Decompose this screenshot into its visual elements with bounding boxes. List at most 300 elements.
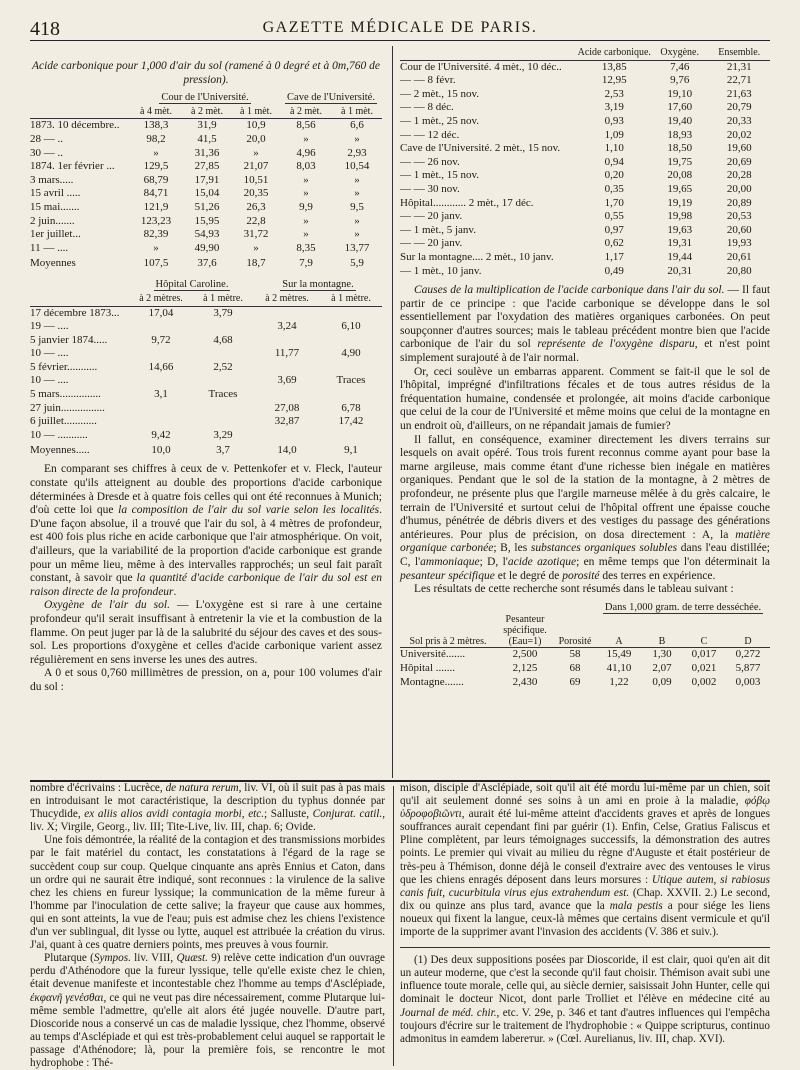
table1-cell: 84,71 [143, 187, 169, 200]
table1-cell: 31,72 [243, 228, 269, 241]
table1-cell: 15 avril ..... [30, 187, 81, 200]
table3-cell: — — 20 janv. [400, 237, 463, 250]
table3-cell: — — 26 nov. [400, 155, 460, 168]
text-run: (Chap. XXVII. 2.) Le second, dix ou quinze ans plus tard, avance que la [400, 886, 771, 912]
table2-cell: 19 — .... [30, 320, 69, 333]
table2-row [30, 429, 382, 443]
table4-cell: 15,49 [606, 648, 632, 661]
table1-cell: 20,35 [243, 187, 269, 200]
table1-cell: 129,5 [143, 160, 169, 173]
text-run: ; Salluste, [264, 808, 313, 821]
text-run: Utique autem, si rabiosus canis fuit, cucurbitula virus ejus extrahendum est. [400, 873, 770, 899]
table1-cell: » [153, 146, 159, 159]
table3-cell: 9,76 [670, 74, 690, 87]
table4-cell: 0,021 [691, 661, 717, 674]
text-run: acide azotique [507, 555, 577, 568]
table2-row [30, 415, 382, 429]
table1-cell: 68,79 [143, 173, 169, 186]
table3-cell: 17,60 [667, 101, 693, 114]
text-run: la quantité d'acide carbonique de l'air du sol est en raison directe de la profondeur [30, 572, 382, 598]
table1-cell: 28 — .. [30, 132, 63, 145]
table4-head-cell: B [642, 614, 682, 648]
table1-cell: 41,5 [197, 132, 217, 145]
table2-cell: 9,72 [151, 333, 171, 346]
text-run: mala pestis [609, 899, 663, 912]
text-run: . D'une façon absolue, il a trouvé que l'air du sol, à 4 mètres de profondeur, est 400 fois plus riche en acide carbonique que l'air atmosphérique. On voit, d'ailleurs, que la variabilité de la proportion d'acide carbonique est grande pour un même lieu, même à des intervalles rapprochés; un seul fait paraît constant, à savoir que [30, 504, 382, 585]
table3-cell: 2,53 [604, 87, 624, 100]
table3-cell: 20,61 [726, 250, 752, 263]
table1-cell: » [354, 228, 360, 241]
table4-head-cell: Sol pris à 2 mètres. [400, 614, 496, 648]
table4-row [400, 648, 770, 662]
table2-cell [192, 320, 254, 334]
table4-row [400, 662, 770, 676]
table3-cell: 0,94 [604, 155, 624, 168]
table3-cell: 19,40 [667, 114, 693, 127]
table3-cell: 18,93 [667, 128, 693, 141]
text-run: 9) relève cette indication d'un ouvrage perdu d'Athénodore que la fureur lyssique, telle qu'elle existe chez le chien, était devenue manifeste et incontestable chez l'homme au temps d'Asclépiade, [30, 952, 386, 991]
text-run: mison, disciple d'Asclépiade, soit qu'il ait été mordu lui-même par un chien, soit qu'il ait seulement donné ses soins à un ami en proie à la maladie, [400, 782, 770, 808]
table3-cell: 21,63 [726, 87, 752, 100]
table1-row [30, 160, 382, 174]
table1-cell: » [303, 187, 309, 200]
text-run: . [173, 585, 177, 598]
table2-subhead-cell: à 2 mètres. [130, 292, 192, 306]
table2-cell [254, 306, 320, 320]
text-run: , et n'est point simplement surajouté à de l'air normal. [400, 338, 770, 365]
table2-cell [320, 388, 382, 402]
table3-head-cell: Ensemble. [708, 46, 770, 60]
text-run: En comparant ses chiffres à ceux de v. Pettenkofer et v. Fleck, l'auteur constate qu'ils atteignent au double des proportions d'acide carbonique déterminées à Dresde et à quatre fois celles qui ont été reconnues à Munich; d'où cette loi que [30, 463, 382, 517]
table2-row [30, 361, 382, 375]
table3-cell: Sur la montagne.... 2 mèt., 10 janv. [400, 250, 554, 263]
table4-head-cell: Porosité [554, 614, 596, 648]
text-run: — Il faut partir de ce principe : que l'acide carbonique se développe dans le sol essentiellement par l'oxydation des matières organiques carbonées. On peut soupçonner d'autres sources; mais le tableau précédent montre bien que l'acide carbonique de l'air du sol [400, 284, 771, 351]
table4-cell: 58 [569, 648, 581, 661]
table1-cell: » [354, 132, 360, 145]
text-run: Plutarque ( [44, 952, 94, 965]
table4-cell: 1,22 [609, 675, 629, 688]
table1-cell: 123,23 [140, 214, 172, 227]
table2-cell: 5 mars............... [30, 388, 101, 401]
table1-row [30, 133, 382, 147]
table3-cell: 19,44 [667, 250, 693, 263]
text-run: nombre d'écrivains : Lucrèce, [30, 782, 166, 794]
table1-cell: 3 mars..... [30, 173, 74, 186]
table1-cell: 8,35 [296, 241, 316, 254]
text-run: des terres en expérience. [599, 569, 716, 582]
table1-cell: 6,6 [350, 119, 364, 132]
table1-row [30, 255, 382, 270]
table4-cell: 41,10 [606, 661, 632, 674]
table3-head-cell [400, 46, 578, 60]
group-cour: Cour de l'Université. [161, 92, 249, 104]
table2-row [30, 347, 382, 361]
table2-subhead-cell: à 2 mètres. [254, 292, 320, 306]
table3-cell: 20,08 [667, 169, 693, 182]
table3-cell: 18,50 [667, 142, 693, 155]
table1-cell: 22,8 [246, 214, 266, 227]
paragraph-plutarque [30, 952, 385, 1070]
table2-row [30, 334, 382, 348]
table3-cell: 20,31 [667, 264, 693, 277]
table1-cell: 10,54 [344, 160, 370, 173]
table2-cell [320, 429, 382, 443]
table2-cell: 2,52 [213, 360, 233, 373]
table4-cell: 69 [569, 675, 581, 688]
table2-cell [320, 334, 382, 348]
column-divider [392, 46, 393, 778]
table3-row [400, 265, 770, 279]
table2-cell [130, 415, 192, 429]
co2-table-university [30, 91, 382, 270]
group-cave: Cave de l'Université. [287, 92, 375, 104]
table1-cell: 17,91 [194, 173, 220, 186]
table1-cell: 31,36 [194, 146, 220, 159]
page-number: 418 [30, 18, 60, 40]
table1-subhead-cell: à 1 mèt. [232, 105, 280, 119]
table3-cell: 1,09 [604, 128, 624, 141]
table2-cell: 9,1 [344, 443, 358, 456]
table1-cell: 2,93 [347, 146, 367, 159]
paragraph-themison [400, 782, 770, 939]
table4-cell: 2,125 [512, 661, 538, 674]
journal-title: GAZETTE MÉDICALE DE PARIS. [262, 19, 538, 36]
table4-cell: Université....... [400, 648, 466, 661]
bottom-right-column [400, 782, 770, 1046]
table1-cell: » [354, 187, 360, 200]
text-run: , aurait été lui-même atteint d'accidents graves et après de longues souffrances aurait cependant fini par guérir (1). Enfin, Celse, Gratius Faliscus et Pline complètent, par leurs témoignages successifs, la démonstration des autres points. Le premier qui vivait au milieu du règne d'Auguste et était postérieur de très-peu à Thémison, donne déjà le conseil d'extraire avec des ventouses le virus que les chiens enragés déposent dans leurs morsures : [400, 808, 770, 886]
table1-cell: 138,3 [143, 119, 169, 132]
table2-cell: 10,0 [151, 443, 171, 456]
text-run: ex aliis alios avidi contagia morbi, etc. [84, 808, 265, 821]
table1-cell: 8,03 [296, 160, 316, 173]
table3-row [400, 115, 770, 129]
text-run: — L'oxygène est si rare à une certaine profondeur qu'il serait insuffisant à entretenir la vie et la combustion de la flamme. On peut juger par là de la salubrité du séjour des caves et des sous-sol. Les proportions d'oxygène et celles d'acide carbonique varient assez régulièrement en sens inverse les unes des autres. [30, 599, 382, 666]
paragraph-terrains [400, 434, 770, 584]
table1-cell: 121,9 [143, 200, 169, 213]
table3-cell: 19,31 [667, 237, 693, 250]
table3-cell: Cave de l'Université. 2 mèt., 15 nov. [400, 142, 561, 155]
table4-cell: 2,07 [652, 661, 672, 674]
table2-cell [254, 429, 320, 443]
table3-cell: 1,17 [604, 250, 624, 263]
table2-cell: 11,77 [274, 347, 300, 360]
table3-cell: 0,97 [604, 223, 624, 236]
soil-group-head: Dans 1,000 gram. de terre desséchée. [604, 601, 762, 613]
table2-cell [192, 415, 254, 429]
table1-cell: 107,5 [143, 256, 169, 269]
table2-subhead-cell: à 1 mètre. [192, 292, 254, 306]
table1-cell: 82,39 [143, 228, 169, 241]
co2-oxygen-table [400, 46, 770, 278]
table3-cell: 19,19 [667, 196, 693, 209]
table2-cell: 10 — .... [30, 347, 69, 360]
table2-cell: 17,04 [148, 306, 174, 319]
table1-cell: 2 juin....... [30, 214, 75, 227]
table4-head-cell: C [682, 614, 726, 648]
table2-cell [192, 374, 254, 388]
table2-cell: 3,24 [277, 320, 297, 333]
table1-cell: » [153, 241, 159, 254]
table3-cell: 19,75 [667, 155, 693, 168]
table1-cell: 4,96 [296, 146, 316, 159]
table3-cell: Hôpital............ 2 mèt., 17 déc. [400, 196, 534, 209]
table2-cell [130, 320, 192, 334]
table2-cell: Traces [336, 374, 366, 387]
table3-cell: — — 12 déc. [400, 128, 460, 141]
table1-cell: » [253, 241, 259, 254]
table2-cell [130, 374, 192, 388]
table3-cell: 20,89 [726, 196, 752, 209]
text-run: porosité [562, 569, 600, 582]
table1-cell: 27,85 [194, 160, 220, 173]
text-run: représente de l'oxygène disparu [537, 338, 695, 351]
table2-cell [130, 402, 192, 416]
table3-cell: — 1 mèt., 15 nov. [400, 169, 480, 182]
table4-cell: 0,09 [652, 675, 672, 688]
table3-row [400, 237, 770, 251]
text-run: pesanteur spécifique [400, 569, 495, 582]
table1-row [30, 201, 382, 215]
table3-cell: 20,53 [726, 210, 752, 223]
table1-cell: 15 mai....... [30, 200, 80, 213]
table2-subhead-cell [30, 292, 130, 306]
text-run: φόβῳ ὑδροφοβιῶντι [400, 795, 770, 821]
table3-cell: 0,62 [604, 237, 624, 250]
table2-cell [254, 361, 320, 375]
table3-cell: 0,49 [604, 264, 624, 277]
text-run: Conjurat. catil. [312, 808, 383, 821]
table2-cell: 5 février........... [30, 360, 98, 373]
table3-cell: 20,79 [726, 101, 752, 114]
text-run: (1) Des deux suppositions posées par Dioscoride, il est clair, quoi qu'en ait dit un auteur moderne, que c'est la seconde qu'il faut choisir. Thémison avait subi une influence toute morale, celle qui, au siècle dernier, saisissait John Hunter, celle qui dominait le docteur Nicot, dont parle Trolliet et l'élève en médecine cité au [400, 954, 770, 1006]
table1-cell: » [303, 173, 309, 186]
table4-cell: Montagne....... [400, 675, 464, 688]
table1-row [30, 147, 382, 161]
table2-cell: 3,29 [213, 428, 233, 441]
table1-cell: 18,7 [246, 256, 266, 269]
table3-cell: 19,63 [667, 223, 693, 236]
table3-cell: 21,31 [726, 60, 752, 73]
table4-cell: 2,500 [512, 648, 538, 661]
table2-cell: 6 juillet............ [30, 415, 97, 428]
table1-cell: 7,9 [299, 256, 313, 269]
table1-subhead-cell: à 2 mèt. [280, 105, 332, 119]
table3-cell: 19,65 [667, 182, 693, 195]
table1-cell: 10,9 [246, 119, 266, 132]
table2-cell [320, 361, 382, 375]
table2-cell: 3,1 [154, 388, 168, 401]
text-run: ; en même temps que l'on déterminait la [576, 555, 770, 568]
table1-cell: 37,6 [197, 256, 217, 269]
table3-cell: 19,10 [667, 87, 693, 100]
group-hopital: Hôpital Caroline. [155, 279, 229, 291]
table2-cell [192, 402, 254, 416]
table4-cell: Hôpital ....... [400, 661, 455, 674]
table1-subhead-cell: à 2 mèt. [182, 105, 232, 119]
text-run: Quæst. [176, 952, 208, 965]
table3-cell: 20,28 [726, 169, 752, 182]
text-run: ἐκφανῆ γενέσθαι [30, 991, 104, 1004]
text-run: substances organiques solubles [530, 542, 678, 555]
table3-cell: 20,33 [726, 114, 752, 127]
table3-cell: 20,60 [726, 223, 752, 236]
table1-cell: 5,9 [350, 256, 364, 269]
table3-row [400, 251, 770, 265]
paragraph-question: Or, ceci soulève un embarras apparent. Comment se fait-il que le sol de l'hôpital, imprégné d'infiltrations fécales et de tous autres résidus de la fréquentation humaine, condensée et prolongée, ait moins d'acide carbonique que celui de la cour de l'Université et même moins que celui de la montagne en un endroit où, d'ailleurs, on ne répandait jamais de fumier? [400, 365, 770, 433]
table1-cell: 54,93 [194, 228, 220, 241]
table3-cell: 19,60 [726, 142, 752, 155]
table3-cell: — — 8 déc. [400, 101, 454, 114]
table1-cell: 11 — .... [30, 241, 69, 254]
table1-row [30, 228, 382, 242]
right-column [400, 46, 770, 689]
table1-cell: 10,51 [243, 173, 269, 186]
table2-cell [130, 347, 192, 361]
text-run: Il fallut, en conséquence, examiner directement les divers terrains sur lesquels on avait opéré. Tous trois furent reconnus comme ayant pour base la marne argileuse, mais comme étant d'une richesse bien inégale en matières organiques. Pendant que le sol de la station de la montagne, à 2 mètres de profondeur, ne présente plus que l'argile marneuse mêlée à du grès calcaire, le terrain de l'Université et surtout celui de l'hôpital offrent une épaisse couche d'humus, pénétrée de débris divers et des vestiges du passage des générations antérieures. Pour plus de précision, on dosa directement : A, la [400, 433, 770, 541]
table3-row [400, 142, 770, 156]
soil-analysis-table [400, 601, 770, 689]
table2-cell: 3,79 [213, 306, 233, 319]
table3-cell: 1,70 [604, 196, 624, 209]
table3-cell: 0,93 [604, 114, 624, 127]
table1-cell: 1874. 1er février ... [30, 160, 115, 173]
text-run: , liv. VI, où il suit pas à pas mais en introduisant le mot caractéristique, la description du typhus donnée par Thucydide, [30, 782, 385, 821]
text-run: Journal de méd. chir. [400, 1006, 497, 1019]
table2-row [30, 442, 382, 457]
table1-row [30, 119, 382, 133]
text-run: Sympos. [93, 952, 131, 965]
table4-cell: 0,017 [691, 648, 717, 661]
table3-row [400, 156, 770, 170]
text-run: dans l'eau distillée; C, l' [400, 542, 770, 568]
table1-cell: Moyennes [30, 256, 76, 269]
table1-cell: 13,77 [344, 241, 370, 254]
group-montagne: Sur la montagne. [282, 279, 354, 291]
paragraph-oxygen [30, 599, 382, 667]
table3-row [400, 88, 770, 102]
table1-row [30, 187, 382, 201]
table2-cell: 6,78 [341, 401, 361, 414]
text-run: ; B, les [493, 542, 531, 555]
table1-cell: 20,0 [246, 132, 266, 145]
table2-cell [254, 334, 320, 348]
table2-subhead-cell: à 1 mètre. [320, 292, 382, 306]
table1-subhead-cell [30, 105, 130, 119]
table2-cell: 14,0 [277, 443, 297, 456]
table3-row [400, 129, 770, 143]
table2-row [30, 402, 382, 416]
table1-cell: 49,90 [194, 241, 220, 254]
table3-cell: — 1 mèt., 25 nov. [400, 114, 480, 127]
table1-cell: 15,95 [194, 214, 220, 227]
table3-cell: 1,10 [604, 142, 624, 155]
table4-head-cell: A [596, 614, 642, 648]
table1-cell: 21,07 [243, 160, 269, 173]
bottom-left-column [30, 782, 385, 1070]
table3-cell: 20,69 [726, 155, 752, 168]
table1-cell: 51,26 [194, 200, 220, 213]
table1-cell: » [303, 228, 309, 241]
table3-cell: 20,02 [726, 128, 752, 141]
table2-cell: 6,10 [341, 320, 361, 333]
table2-cell: Traces [208, 388, 238, 401]
table3-cell: 0,55 [604, 210, 624, 223]
table1-caption: Acide carbonique pour 1,000 d'air du sol (ramené à 0 degré et à 0m,760 de pression). [31, 60, 381, 86]
text-run: , liv. X; Virgile, Georg., liv. III; Tite-Live, liv. III, chap. 6; Ovide. [30, 808, 386, 834]
text-run: a pour siége les liens noueux qui fixent la langue, ceux-là mêmes que certains disent vermicule et qu'il importe de la supprimer avant l'invasion des accidents (V. 386 et suiv.). [400, 899, 770, 939]
table4-cell: 0,002 [691, 675, 717, 688]
table3-cell: 7,46 [670, 60, 690, 73]
table3-cell: 12,95 [601, 74, 627, 87]
paragraph-results: Les résultats de cette recherche sont résumés dans le tableau suivant : [414, 583, 734, 596]
table3-cell: 13,85 [601, 60, 627, 73]
paragraph-pressure: A 0 et sous 0,760 millimètres de pression, on a, pour 100 volumes d'air du sol : [30, 667, 382, 693]
text-run: matière organique carbonée [400, 528, 770, 555]
table3-row [400, 183, 770, 197]
table3-cell: — 2 mèt., 15 nov. [400, 87, 480, 100]
table3-row [400, 169, 770, 183]
table2-cell [254, 388, 320, 402]
table1-row [30, 174, 382, 188]
text-run: de natura rerum [165, 782, 239, 794]
table3-cell: 19,98 [667, 210, 693, 223]
table2-cell: 14,66 [148, 360, 174, 373]
table2-cell: 17 décembre 1873... [30, 306, 120, 319]
text-run: la composition de l'air du sol varie selon les localités [118, 504, 380, 517]
table2-row [30, 306, 382, 320]
text-run: et le degré de [494, 569, 563, 582]
table4-head-cell: D [726, 614, 770, 648]
table1-cell: 30 — .. [30, 146, 63, 159]
table3-row [400, 197, 770, 211]
table3-row [400, 74, 770, 88]
table4-cell: 0,272 [735, 648, 761, 661]
table1-cell: 15,04 [194, 187, 220, 200]
table2-cell: 4,68 [213, 333, 233, 346]
table2-cell: 9,42 [151, 428, 171, 441]
section-heading: Oxygène de l'air du sol. [44, 599, 170, 612]
text-run: liv. VIII, [130, 952, 177, 965]
table1-cell: » [354, 173, 360, 186]
table1-cell: 31,9 [197, 119, 217, 132]
table3-cell: 0,20 [604, 169, 624, 182]
table3-row [400, 210, 770, 224]
table2-cell: 27 juin................ [30, 401, 105, 414]
paragraph-writers [30, 782, 385, 834]
table3-cell: 0,35 [604, 182, 624, 195]
table3-cell: 22,71 [726, 74, 752, 87]
table3-row [400, 224, 770, 238]
table3-cell: Cour de l'Université. 4 mèt., 10 déc.. [400, 60, 562, 73]
table1-cell: 26,3 [246, 200, 266, 213]
page-header [30, 18, 770, 41]
table4-cell: 2,430 [512, 675, 538, 688]
table2-cell: 27,08 [274, 401, 300, 414]
table1-row [30, 242, 382, 256]
paragraph-contagion: Une fois démontrée, la réalité de la contagion et des transmissions morbides par le fait matériel du contact, les constatations à l'égard de la rage se succèdent coup sur coup. Quelque cinquante ans après Ennius et Caton, dans un ordre qui ne saurait être indiqué, sont reconnues : la virulence de la salive chez les chiens en fureur lyssique; la communication de la même fureur à l'homme par l'inoculation de cette salive; la frayeur que cause aux hommes, qui en sont atteints, la vue de l'eau; puis est admise chez les chiens l'existence d'un ver sublingual, dit lysse ou lytte, auquel est attribuée la création du virus. J'ai, quant à ces quatre derniers points, mes preuves à vous fournir. [30, 834, 385, 952]
table2-cell: Moyennes..... [30, 443, 90, 456]
table2-cell: 17,42 [338, 415, 364, 428]
table3-cell: 20,00 [726, 182, 752, 195]
table1-cell: 9,9 [299, 200, 313, 213]
table4-head-cell: Pesanteur spécifique. (Eau=1) [496, 614, 554, 648]
table2-cell: 3,7 [216, 443, 230, 456]
table2-cell: 3,69 [277, 374, 297, 387]
table1-cell: 1873. 10 décembre.. [30, 119, 120, 132]
table2-cell: 10 — ........... [30, 428, 88, 441]
